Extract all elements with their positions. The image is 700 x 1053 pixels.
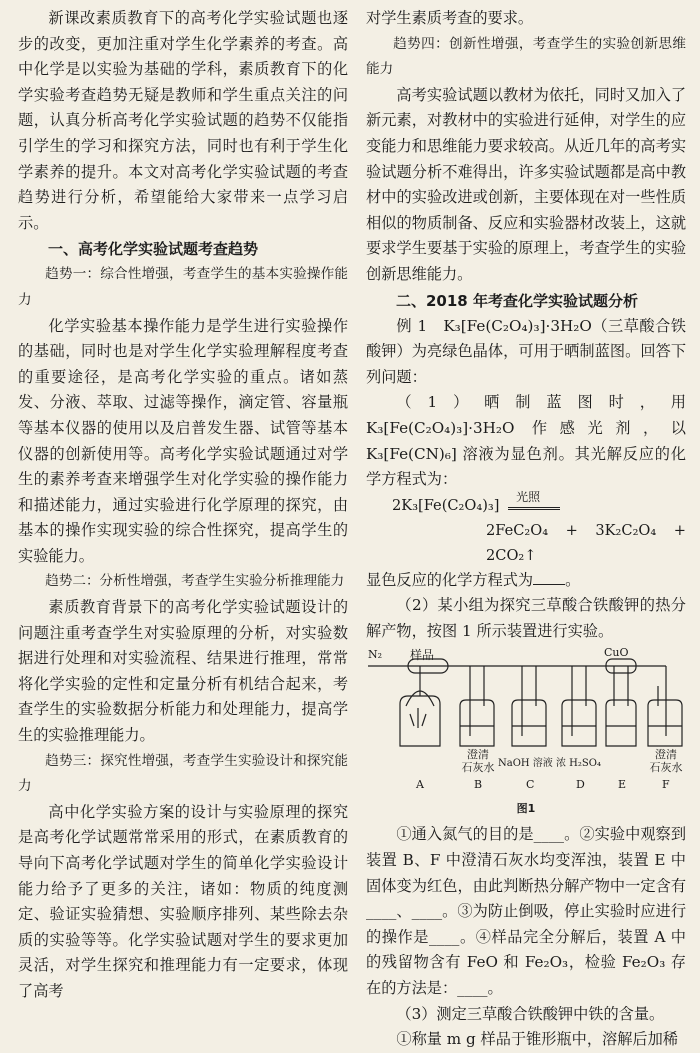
equation-arrow — [508, 489, 560, 510]
question-1: （1）晒制蓝图时，用 K₃[Fe(C₂O₄)₃]·3H₂O 作感光剂，以 K₃[Fe(CN)₆] 溶液为显色剂。其光解反应的化学方程式为： — [366, 393, 686, 489]
sample-label: 样品 — [410, 648, 435, 663]
intro-paragraph: 新课改素质教育下的高考化学实验试题也逐步的改变，更加注重对学生化学素养的考查。高中化学是以实验为基础的学科，素质教育下的化学实验考查趋势无疑是教师和学生重点关注的问题，认真分析高考化学实验试题的趋势不仅能指引学生的学习和探究方法，同时也有利于学生化学素养的提升。本文对高考化学实验试题的考查趋势进行分析，希望能给大家带来一点学习启示。 — [18, 9, 348, 232]
answer-blank — [533, 570, 565, 585]
label-c: C — [526, 778, 535, 792]
trend-2-paragraph: 素质教育背景下的高考化学实验试题设计的问题注重考查学生对实验原理的分析，对实验数据进行处理和对实验流程、结果进行推理，常常将化学实验的定性和定量分析有机结合起来，考查学生的实验数据分析能力和处理能力，提高学生的实验推理能力。 — [18, 598, 348, 745]
figure-caption: 图1 — [516, 802, 536, 816]
label-f: F — [662, 778, 670, 792]
question-1b: 显色反应的化学方程式为 。 — [366, 570, 581, 589]
question-3: （3）测定三草酸合铁酸钾中铁的含量。 — [396, 1004, 665, 1023]
label-e: E — [618, 778, 627, 792]
example-1-stem: 例 1 K₃[Fe(C₂O₄)₃]·3H₂O（三草酸合铁酸钾）为亮绿色晶体，可用于晒制蓝图。回答下列问题： — [366, 316, 686, 386]
continuation-paragraph: 对学生素质考查的要求。 — [366, 9, 534, 27]
trend-1-paragraph: 化学实验基本操作能力是学生进行实验操作的基础，同时也是对学生化学实验理解程度考查的重要途径，是高考化学实验的重点。诸如蒸发、分液、萃取、过滤等操作，滴定管、容量瓶等基本仪器的使用以及启普发生器、试管等基本仪器的创新使用等。高考化学实验试题通过对学生的素养考查来增强学生对化学实验的操作能力和描述能力，通过实验进行化学原理的探究，由基本的操作实现实验的综合性探究，提高学生的实验能力。 — [18, 316, 348, 565]
right-column — [366, 6, 686, 1053]
photolysis-equation — [366, 489, 686, 568]
reagent-d: 浓 H₂SO₄ — [556, 758, 601, 770]
trend-1-heading: 趋势一：综合性增强，考查学生的基本实验操作能力 — [18, 266, 348, 308]
trend-4-heading: 趋势四：创新性增强，考查学生的实验创新思维能力 — [366, 35, 686, 78]
equation-products: 2FeC₂O₄ + 3K₂C₂O₄ + 2CO₂↑ — [486, 521, 686, 564]
question-2-subparts: ①通入氮气的目的是____。②实验中观察到装置 B、F 中澄清石灰水均变浑浊，装置 E 中固体变为红色，由此判断热分解产物中一定含有____、____。③为防止倒吸，停止实验时应进行的操作是____。④样品完全分解后，装置 A 中的残留物含有 FeO 和 Fe₂O₃，检验 Fe₂O₃ 存在的方法是：____。 — [366, 825, 686, 998]
trend-3-heading: 趋势三：探究性增强，考查学生实验设计和探究能力 — [18, 752, 348, 795]
label-d: D — [576, 778, 585, 792]
apparatus-figure — [366, 646, 686, 796]
equation-condition: 光照 — [516, 489, 541, 504]
equation-line-1 — [366, 489, 686, 518]
trend-2-heading: 趋势二：分析性增强，考查学生实验分析推理能力 — [45, 573, 345, 590]
reagent-b: 澄清 石灰水 — [461, 748, 495, 775]
apparatus-diagram — [366, 646, 686, 796]
cuo-label: CuO — [604, 646, 629, 660]
left-column — [18, 6, 348, 1005]
section-heading-2: 二、2018 年考查化学实验试题分析 — [396, 291, 638, 310]
question-3-step-1: ①称量 m g 样品于锥形瓶中，溶解后加稀 — [396, 1030, 678, 1049]
n2-label: N₂ — [368, 648, 383, 662]
equation-reactant: 2K₃[Fe(C₂O₄)₃] — [392, 496, 500, 514]
reagent-f: 澄清 石灰水 — [649, 748, 683, 775]
section-heading-1: 一、高考化学实验试题考查趋势 — [48, 240, 259, 259]
reagent-c: NaOH 溶液 — [498, 758, 553, 770]
label-a: A — [416, 778, 424, 792]
label-b: B — [474, 778, 483, 792]
trend-3-paragraph: 高中化学实验方案的设计与实验原理的探究是高考化学试题常常采用的形式，在素质教育的导向下高考化学试题对学生的简单化学实验设计能力给予了更多的关注，诸如：物质的纯度测定、验证实验猜想、实验顺序排列、某些除去杂质的实验等等。化学实验试题对学生的要求更加灵活，对学生探究和推理能力有一定要求，体现了高考 — [18, 802, 348, 1000]
question-2: （2）某小组为探究三草酸合铁酸钾的热分解产物，按图 1 所示装置进行实验。 — [366, 596, 686, 640]
trend-4-paragraph: 高考实验试题以教材为依托，同时又加入了新元素，对教材中的实验进行延伸，对学生的应变能力和思维能力要求较高。从近几年的高考实验试题分析不难得出，许多实验试题都是高中教材中的实验改进或创新，主要体现在对一些性质相似的物质制备、反应和实验器材改装上，这就要求学生要基于实验的原理上，考查学生的实验创新思维能力。 — [366, 85, 686, 283]
